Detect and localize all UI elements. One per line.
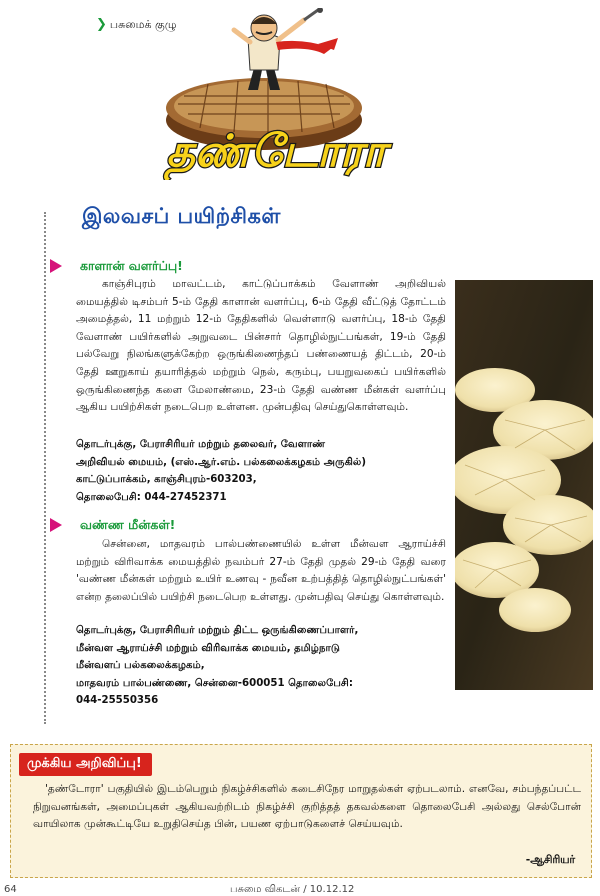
section-body-mushroom: காஞ்சிபுரம் மாவட்டம், காட்டுப்பாக்கம் வேளாண் அறிவியல் மையத்தில் டிசம்பர் 5-ம் தேதி காளான் வளர்ப்பு, 6-ம் தேதி வீட்டுத் தோட்டம் அமைத்தல், 11 மற்றும் 12-ம் தேதிகளில் வெள்ளாடு வளர்ப்பு, 18-ம் தேதி வேளாண் பயிர்களில் அறுவடை பின்சார் தொழில்நுட்பங்கள், 19-ம் தேதி பல்வேறு நிலங்களுக்கேற்ற ஒருங்கிணைந்தப் பண்ணையத் திட்டம், 20-ம் தேதி ஊறுகாய் தயாரித்தல் மற்றும் நெல், கரும்பு, பயறுவகைப் பயிர்களில் ஒருங்கிணைந்த களை மேலாண்மை, 23-ம் தேதி வண்ண மீன்கள் வளர்ப்பு ஆகிய பயிற்சிகள் நடைபெற உள்ளன. முன்பதிவு செய்துகொள்ளவும். xyxy=(76,278,446,414)
contact-block-fish xyxy=(76,622,358,710)
notice-body: 'தண்டோரா' பகுதியில் இடம்பெறும் நிகழ்ச்சிகளில் கடைசிநேர மாறுதல்கள் ஏற்படலாம். எனவே, சம்பந்தப்பட்ட நிறுவனங்கள், அமைப்புகள் ஆகியவற்றிடம் நிகழ்ச்சி குறித்தத் தகவல்களை தொலைபேசி அல்லது செல்போன் வாயிலாக முன்கூட்டியே உறுதிசெய்த பின், பயண ஏற்பாடுகளைச் செய்யவும். xyxy=(33,783,581,831)
contact-line: காட்டுப்பாக்கம், காஞ்சிபுரம்-603203, xyxy=(76,474,257,486)
important-notice xyxy=(10,744,592,878)
notice-signature: -ஆசிரியர் xyxy=(525,853,575,866)
mushroom-photo xyxy=(455,280,593,690)
contact-line: தொலைபேசி: 044-27452371 xyxy=(76,491,227,503)
logo-text: தண்டோரா xyxy=(166,126,386,177)
contact-line: மீன்வள ஆராய்ச்சி மற்றும் விரிவாக்க மையம், தமிழ்நாடு xyxy=(76,642,340,654)
page-title: இலவசப் பயிற்சிகள் xyxy=(82,204,281,228)
pink-arrow-icon xyxy=(50,259,62,273)
page-number: 64 xyxy=(4,884,17,895)
section-heading-mushroom: காளான் வளர்ப்பு! xyxy=(80,258,183,273)
contact-block-mushroom xyxy=(76,436,366,506)
dotted-divider xyxy=(44,212,46,724)
contact-line: தொடர்புக்கு, பேராசிரியர் மற்றும் திட்ட ஒருங்கிணைப்பாளர், xyxy=(76,625,359,636)
notice-title: முக்கிய அறிவிப்பு! xyxy=(19,753,152,776)
contact-line: அறிவியல் மையம், (எஸ்.ஆர்.எம். பல்கலைக்கழகம் அருகில்) xyxy=(76,456,367,468)
chevron-right-icon: ❯ xyxy=(96,17,107,32)
section-heading-fish: வண்ண மீன்கள்! xyxy=(80,517,176,532)
issue-info: பசுமை விகடன் / 10.12.12 xyxy=(230,884,355,895)
section-tag-label: பசுமைக் குழு xyxy=(109,18,177,31)
contact-line: 044-25550356 xyxy=(76,695,159,707)
contact-line: மாதவரம் பால்பண்ணை, சென்னை-600051 தொலைபேசி: xyxy=(76,677,353,689)
contact-line: தொடர்புக்கு, பேராசிரியர் மற்றும் தலைவர், வேளாண் xyxy=(76,439,326,450)
contact-line: மீன்வளப் பல்கலைக்கழகம், xyxy=(76,660,205,672)
pink-arrow-icon xyxy=(50,518,62,532)
section-body-fish: சென்னை, மாதவரம் பால்பண்ணையில் உள்ள மீன்வள ஆராய்ச்சி மற்றும் விரிவாக்க மையத்தில் நவம்பர் 27-ம் தேதி முதல் 29-ம் தேதி வரை 'வண்ண மீன்கள் மற்றும் உயிர் உணவு - நவீன உற்பத்தித் தொழில்நுட்பங்கள்' என்ற தலைப்பில் பயிற்சி நடைபெற உள்ளது. முன்பதிவு செய்து கொள்ளவும். xyxy=(76,538,446,603)
thandora-logo xyxy=(108,8,444,180)
